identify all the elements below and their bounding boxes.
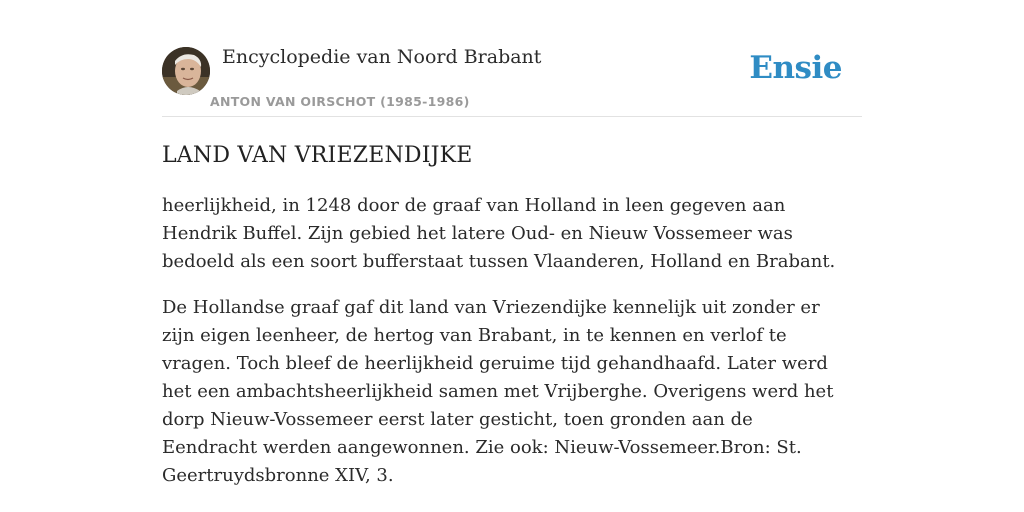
entry-paragraph-2: De Hollandse graaf gaf dit land van Vriezendijke kennelijk uit zonder er zijn eigen leenheer, de hertog van Brabant, in te kennen en verlof te vragen. Toch bleef de heerlijkheid geruime tijd gehandhaafd. Later werd het een ambachtsheerlijkheid samen met Vrijberghe. Overigens werd het dorp Nieuw-Vossemeer eerst later gesticht, toen gronden aan de Eendracht werden aangewonnen. Zie ook: Nieuw-Vossemeer.Bron: St. Geertruydsbronne XIV, 3. (162, 297, 834, 486)
book-title[interactable]: Encyclopedie van Noord Brabant (222, 46, 542, 68)
author-portrait-icon (162, 47, 210, 95)
author-name[interactable]: ANTON VAN OIRSCHOT (1985-1986) (210, 94, 470, 109)
page-container (162, 0, 862, 490)
entry-paragraph-1: heerlijkheid, in 1248 door de graaf van Holland in leen gegeven aan Hendrik Buffel. Zijn gebied het latere Oud- en Nieuw Vossemeer was bedoeld als een soort bufferstaat tussen Vlaanderen, Holland en Brabant. (162, 195, 836, 272)
ensie-logo[interactable]: Ensie (749, 50, 842, 86)
header (162, 0, 862, 117)
entry-title: LAND VAN VRIEZENDIJKE (162, 143, 473, 168)
author-avatar[interactable] (162, 47, 210, 95)
